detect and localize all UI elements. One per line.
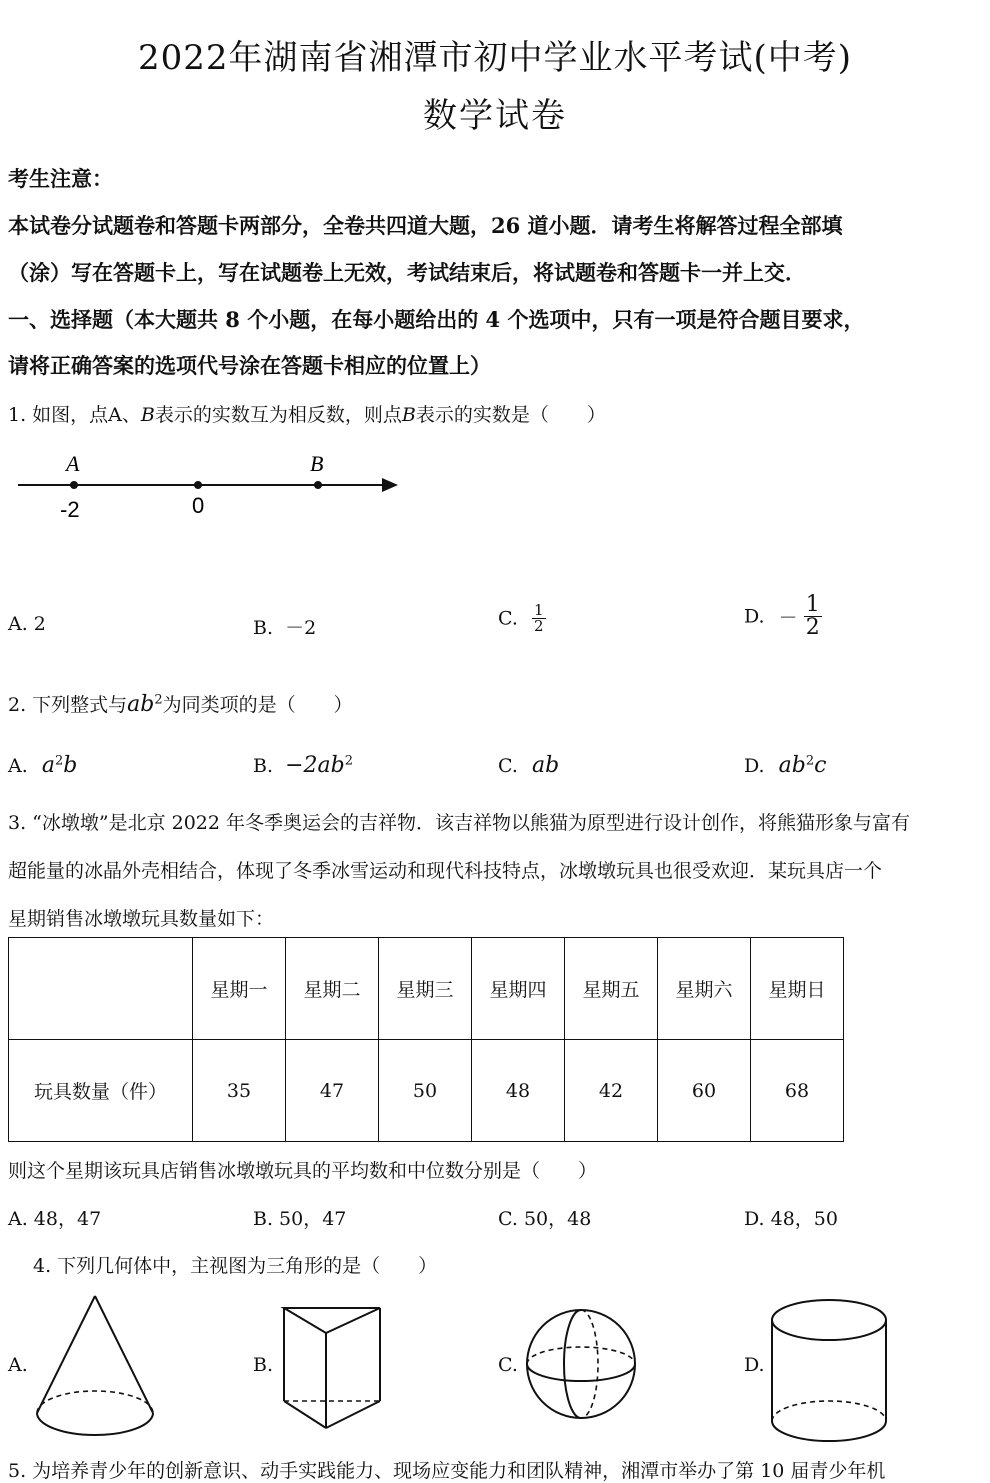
table-header-cell: 星期二 bbox=[286, 938, 379, 1040]
table-header-row bbox=[9, 938, 844, 1040]
q4-option-b: B. bbox=[253, 1354, 274, 1376]
q4-option-a: A. bbox=[8, 1354, 28, 1376]
table-cell: 47 bbox=[286, 1040, 379, 1142]
q3-stem-line-1: 3. “冰墩墩”是北京 2022 年冬季奥运会的吉祥物．该吉祥物以熊猫为原型进行设计创作，将熊猫形象与富有 bbox=[8, 812, 911, 834]
tick-label-a: -2 bbox=[60, 497, 80, 522]
q1-stem-mid2: 表示的实数互为相反数，则点 bbox=[154, 404, 402, 426]
q1-option-c-denominator: 2 bbox=[533, 617, 544, 635]
q1-stem-pre: 1. 如图，点 bbox=[8, 404, 109, 426]
q1-option-c bbox=[498, 603, 546, 634]
q2-expr: ab bbox=[127, 692, 155, 717]
table-header-cell: 星期六 bbox=[658, 938, 751, 1040]
table-header-cell: 星期四 bbox=[472, 938, 565, 1040]
point-a-label: A bbox=[66, 451, 80, 476]
q2-option-d bbox=[744, 753, 826, 778]
q1-stem-mid: 、 bbox=[121, 404, 141, 426]
q1-option-b-value: －2 bbox=[285, 617, 317, 639]
notice-heading: 考生注意： bbox=[8, 166, 113, 191]
q1-option-c-fraction bbox=[532, 603, 546, 634]
table-cell: 50 bbox=[379, 1040, 472, 1142]
q2-stem-post: 为同类项的是（ ） bbox=[162, 694, 353, 716]
q4-stem: 4. 下列几何体中，主视图为三角形的是（ ） bbox=[33, 1255, 438, 1277]
q1-option-a: A. 2 bbox=[8, 613, 46, 635]
q1-number-line-figure bbox=[0, 445, 990, 535]
q1-stem bbox=[8, 400, 606, 427]
q1-point-a: A bbox=[108, 404, 122, 426]
q2-option-d-base1: ab bbox=[778, 753, 806, 778]
q4-option-d: D. bbox=[744, 1354, 765, 1376]
q2-option-c-label: C. bbox=[498, 755, 518, 777]
q1-option-d-sign: － bbox=[778, 607, 798, 629]
table-header-cell: 星期日 bbox=[751, 938, 844, 1040]
q2-option-a-base2: b bbox=[63, 753, 78, 778]
paper-title: 2022年湖南省湘潭市初中学业水平考试(中考) bbox=[137, 38, 853, 78]
table-header-cell: 星期三 bbox=[379, 938, 472, 1040]
q1-option-d-numerator: 1 bbox=[805, 592, 820, 617]
q3-option-a: A. 48，47 bbox=[8, 1208, 102, 1230]
q2-option-b-label: B. bbox=[253, 755, 274, 777]
q2-option-a bbox=[8, 753, 77, 778]
table-cell: 35 bbox=[193, 1040, 286, 1142]
origin-dot bbox=[194, 481, 202, 489]
q2-option-d-sup: 2 bbox=[805, 753, 815, 769]
q1-option-b bbox=[253, 613, 316, 640]
q2-option-c-expr: ab bbox=[531, 753, 560, 778]
q2-stem-pre: 2. 下列整式与 bbox=[8, 694, 128, 716]
table-cell: 68 bbox=[751, 1040, 844, 1142]
notice-line-1: 本试卷分试题卷和答题卡两部分，全卷共四道大题，26 道小题．请考生将解答过程全部填 bbox=[8, 213, 843, 238]
q3-stem-line-3: 星期销售冰墩墩玩具数量如下： bbox=[8, 908, 275, 930]
cylinder-icon bbox=[770, 1298, 900, 1448]
q1-point-b2: B bbox=[401, 404, 416, 426]
q2-option-a-label: A. bbox=[8, 755, 28, 777]
point-b-dot bbox=[314, 481, 322, 489]
q1-option-d-label: D. bbox=[744, 605, 765, 628]
cone-icon bbox=[33, 1293, 163, 1443]
table-header-cell: 星期一 bbox=[193, 938, 286, 1040]
q1-option-d-fraction bbox=[804, 594, 822, 639]
q3-question: 则这个星期该玩具店销售冰墩墩玩具的平均数和中位数分别是（ ） bbox=[8, 1160, 598, 1182]
q2-option-b-expr: −2ab bbox=[285, 753, 345, 778]
q2-stem bbox=[8, 690, 353, 717]
q3-option-d: D. 48，50 bbox=[744, 1208, 838, 1230]
q2-expr-sup: 2 bbox=[154, 692, 163, 708]
q2-option-b-sup: 2 bbox=[344, 753, 353, 769]
q1-option-c-numerator: 1 bbox=[533, 601, 544, 619]
table-cell: 42 bbox=[565, 1040, 658, 1142]
q5-stem: 5. 为培养青少年的创新意识、动手实践能力、现场应变能力和团队精神，湘潭市举办了第 10 届青少年机 bbox=[8, 1460, 886, 1482]
table-row-label: 玩具数量（件） bbox=[9, 1040, 193, 1142]
table-cell: 60 bbox=[658, 1040, 751, 1142]
q1-stem-post: 表示的实数是（ ） bbox=[415, 404, 606, 426]
q1-option-c-label: C. bbox=[498, 607, 518, 630]
q3-option-b: B. 50，47 bbox=[253, 1208, 347, 1230]
number-line-arrow-icon bbox=[382, 478, 398, 492]
q1-option-d-denominator: 2 bbox=[805, 615, 820, 640]
q2-option-d-base2: c bbox=[814, 753, 827, 778]
point-b-label: B bbox=[310, 451, 324, 476]
q1-option-b-label: B. bbox=[253, 617, 274, 639]
q1-option-d bbox=[744, 594, 822, 639]
q2-option-d-label: D. bbox=[744, 755, 765, 777]
q3-option-c: C. 50，48 bbox=[498, 1208, 592, 1230]
sphere-icon bbox=[525, 1308, 645, 1428]
q1-point-b: B bbox=[140, 404, 155, 426]
section-heading-line-1: 一、选择题（本大题共 8 个小题，在每小题给出的 4 个选项中，只有一项是符合题目要求， bbox=[8, 307, 865, 332]
tick-label-origin: 0 bbox=[192, 493, 205, 518]
q2-option-b bbox=[253, 753, 353, 778]
table-cell: 48 bbox=[472, 1040, 565, 1142]
table-header-cell: 星期五 bbox=[565, 938, 658, 1040]
notice-line-2: （涂）写在答题卡上，写在试题卷上无效，考试结束后，将试题卷和答题卡一并上交． bbox=[8, 260, 806, 285]
q3-stem-line-2: 超能量的冰晶外壳相结合，体现了冬季冰雪运动和现代科技特点，冰墩墩玩具也很受欢迎．某玩具店一个 bbox=[8, 860, 883, 882]
q2-option-c bbox=[498, 753, 559, 778]
q2-option-a-sup: 2 bbox=[54, 753, 64, 769]
point-a-dot bbox=[70, 481, 78, 489]
table-header-cell bbox=[9, 938, 193, 1040]
q3-sales-table bbox=[8, 937, 844, 1142]
q2-option-a-base1: a bbox=[41, 753, 55, 778]
triangular-prism-icon bbox=[280, 1305, 390, 1435]
q4-option-c: C. bbox=[498, 1354, 518, 1376]
paper-subtitle: 数学试卷 bbox=[423, 96, 567, 136]
table-row bbox=[9, 1040, 844, 1142]
section-heading-line-2: 请将正确答案的选项代号涂在答题卡相应的位置上） bbox=[8, 353, 491, 378]
